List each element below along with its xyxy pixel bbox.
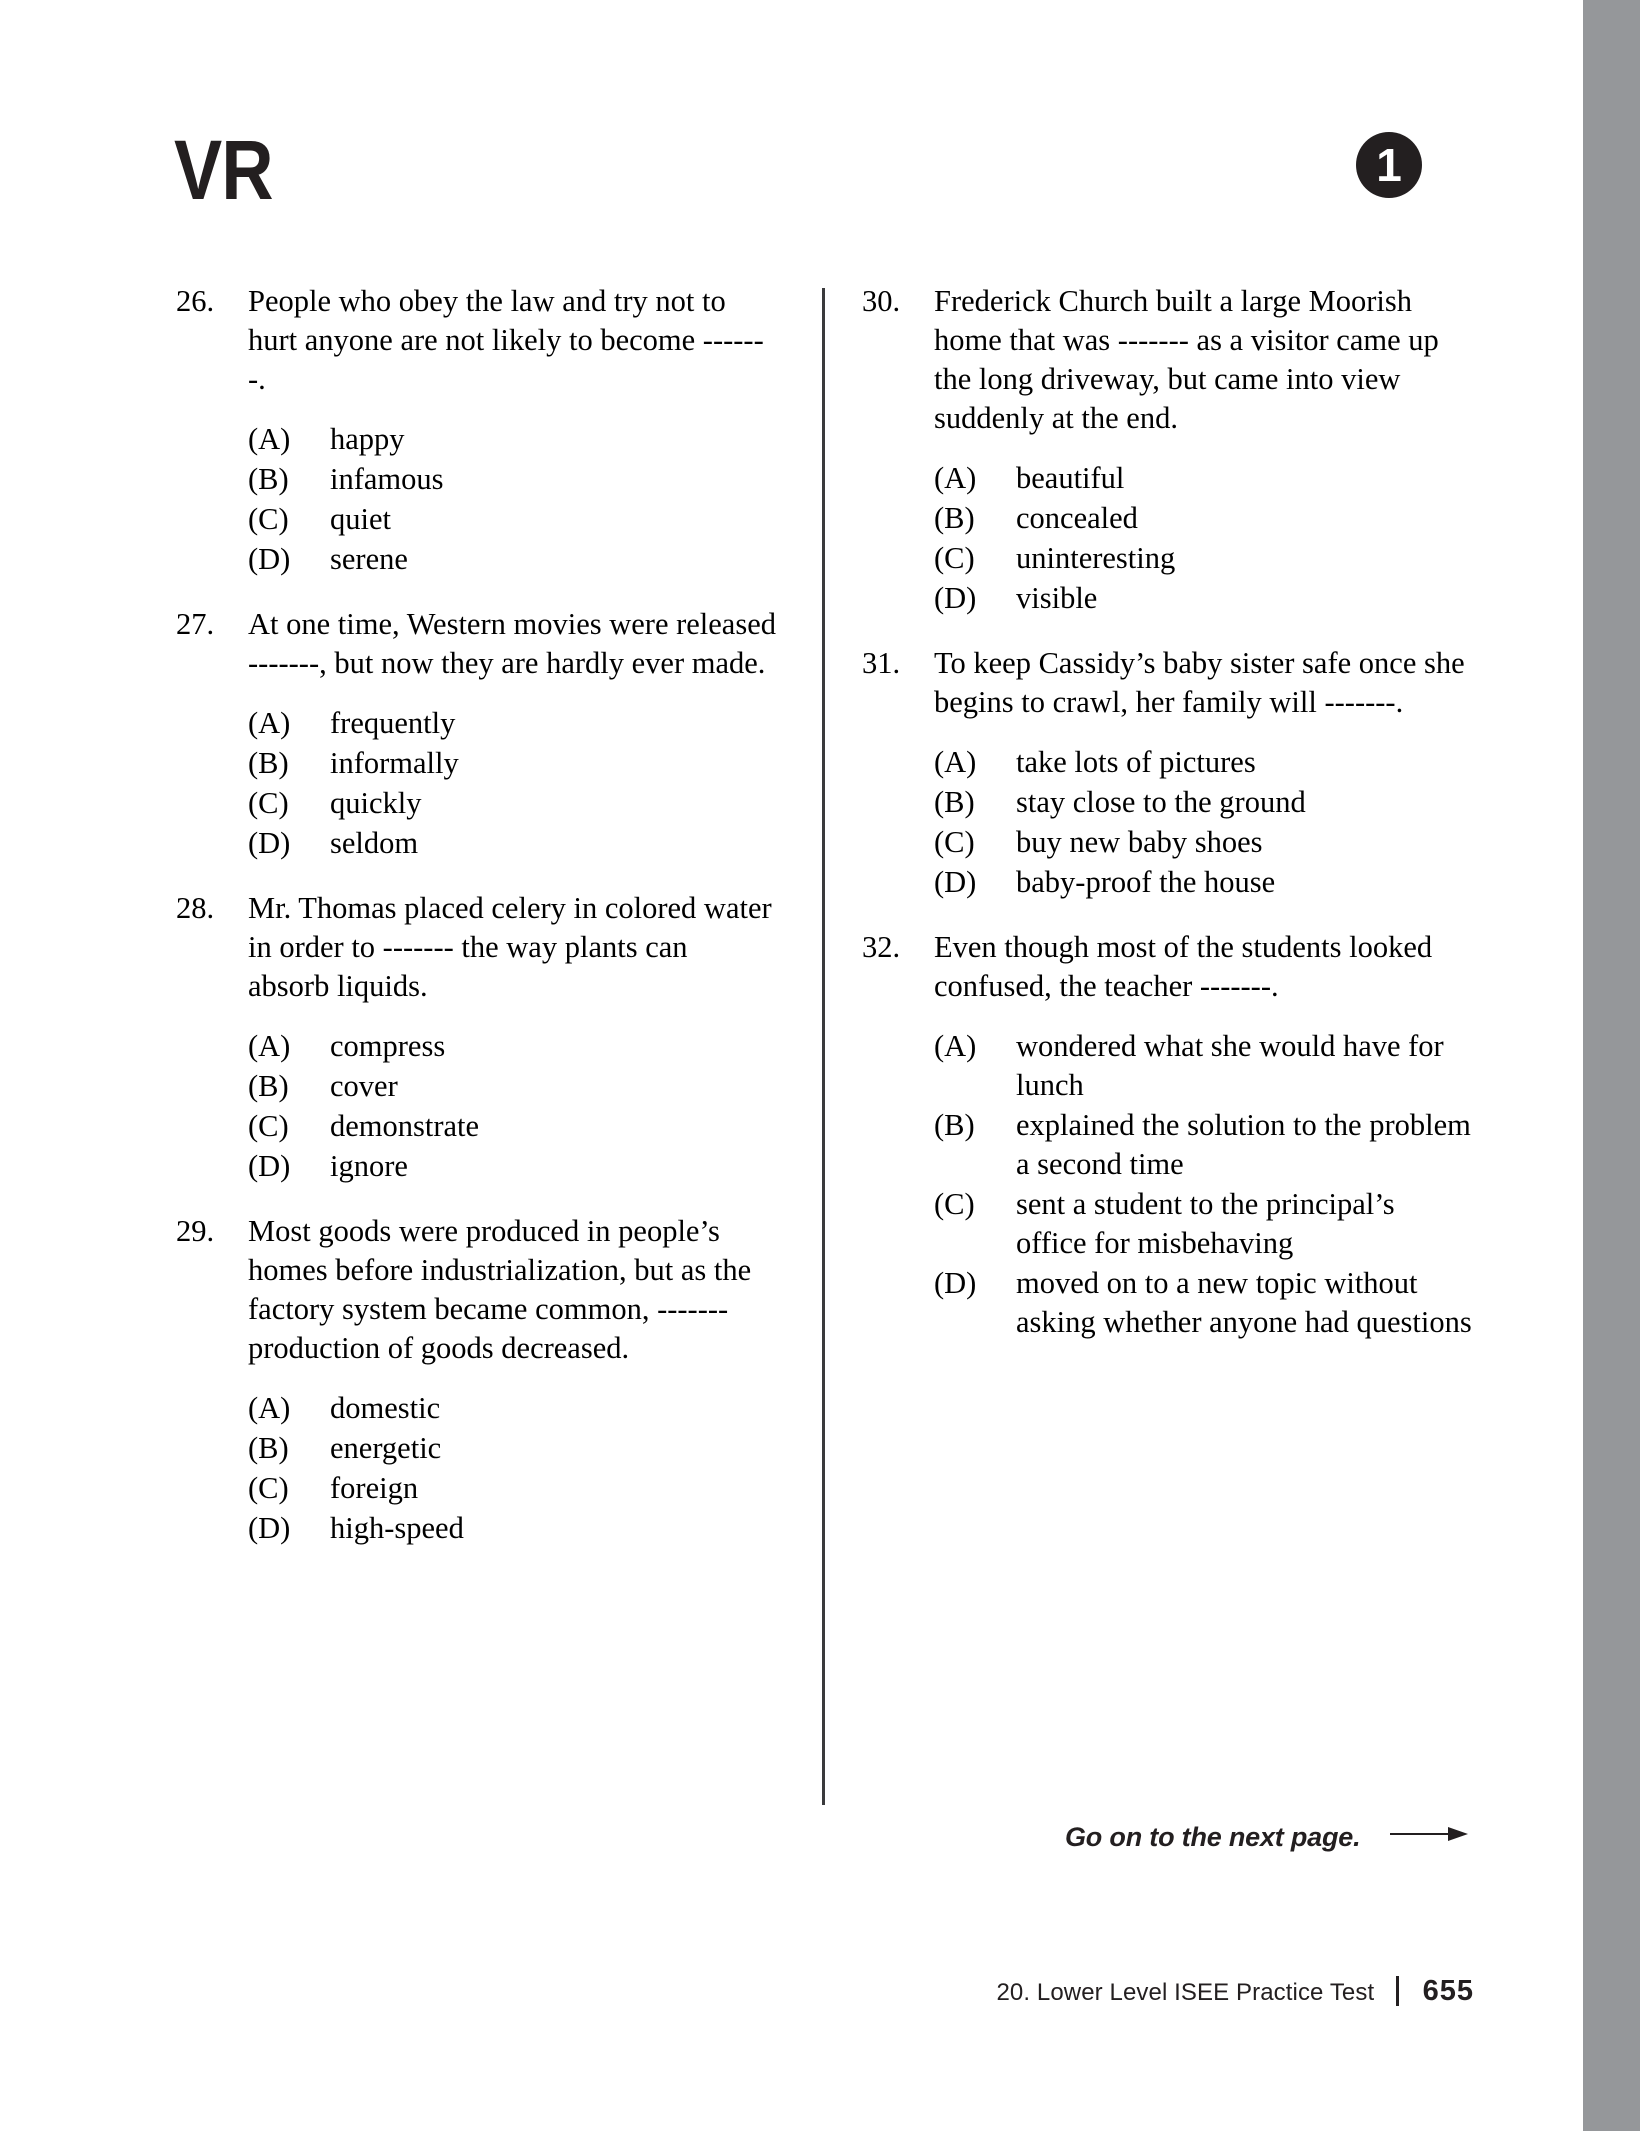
answer-option[interactable]	[934, 783, 1472, 822]
answer-option-letter: (A)	[248, 1391, 291, 1425]
question-item	[176, 1212, 776, 1548]
answer-option[interactable]	[248, 1107, 776, 1146]
answer-option-text: demonstrate	[330, 1109, 480, 1143]
answer-option-text: concealed	[1016, 501, 1138, 535]
page-title: VR	[174, 123, 273, 217]
question-item	[176, 889, 776, 1186]
right-edge-band	[1583, 0, 1640, 2131]
question-item	[176, 282, 776, 579]
answer-option[interactable]	[934, 1106, 1472, 1184]
answer-option-text: quickly	[330, 786, 422, 820]
answer-option-text: domestic	[330, 1391, 441, 1425]
answer-option-letter: (A)	[934, 1029, 977, 1063]
go-on-notice-label: Go on to the next page.	[1065, 1822, 1361, 1852]
answer-option[interactable]	[934, 1027, 1472, 1105]
answer-option[interactable]	[934, 1185, 1472, 1263]
column-divider	[822, 288, 825, 1805]
go-on-notice	[1065, 1822, 1468, 1854]
answer-option-letter: (C)	[248, 786, 289, 820]
answer-option[interactable]	[934, 579, 1472, 618]
answer-option-letter: (C)	[934, 1187, 975, 1221]
answer-option[interactable]	[248, 420, 776, 459]
question-item	[176, 605, 776, 863]
answer-option-letter: (B)	[934, 1108, 975, 1142]
question-number: 31.	[862, 646, 901, 680]
answer-option-text: take lots of pictures	[1016, 745, 1256, 779]
answer-option-letter: (D)	[934, 865, 977, 899]
answer-option-list	[248, 1389, 776, 1548]
answer-option[interactable]	[934, 459, 1472, 498]
question-stem: Frederick Church built a large Moorish home that was ------- as a visitor came up the long driveway, but came into view suddenly at the end.	[934, 284, 1439, 435]
question-number: 30.	[862, 284, 901, 318]
answer-option[interactable]	[248, 460, 776, 499]
question-number: 27.	[176, 607, 215, 641]
answer-option-letter: (B)	[934, 785, 975, 819]
question-number: 32.	[862, 930, 901, 964]
answer-option[interactable]	[248, 1469, 776, 1508]
footer-chapter-label: 20. Lower Level ISEE Practice Test	[996, 1979, 1375, 2006]
question-item	[862, 928, 1472, 1342]
answer-option[interactable]	[248, 744, 776, 783]
answer-option-letter: (B)	[248, 746, 289, 780]
answer-option-text: cover	[330, 1069, 398, 1103]
answer-option-text: happy	[330, 422, 405, 456]
answer-option-letter: (D)	[248, 1149, 291, 1183]
answer-option[interactable]	[248, 1389, 776, 1428]
answer-option-list	[248, 704, 776, 863]
answer-option-text: compress	[330, 1029, 446, 1063]
question-stem: At one time, Western movies were released -------, but now they are hardly ever made.	[248, 607, 777, 680]
answer-option-text: buy new baby shoes	[1016, 825, 1263, 859]
answer-option-list	[934, 459, 1472, 618]
answer-option[interactable]	[248, 704, 776, 743]
answer-option-letter: (D)	[248, 826, 291, 860]
answer-option-text: seldom	[330, 826, 419, 860]
footer-divider	[1396, 1976, 1399, 2006]
question-stem: Mr. Thomas placed celery in colored water in order to ------- the way plants can absorb liquids.	[248, 891, 772, 1003]
answer-option-text: informally	[330, 746, 459, 780]
answer-option[interactable]	[934, 499, 1472, 538]
answer-option-text: stay close to the ground	[1016, 785, 1306, 819]
answer-option[interactable]	[248, 1027, 776, 1066]
answer-option-text: visible	[1016, 581, 1098, 615]
question-stem: Even though most of the students looked confused, the teacher -------.	[934, 930, 1433, 1003]
answer-option-text: ignore	[330, 1149, 408, 1183]
answer-option-letter: (D)	[248, 542, 291, 576]
question-stem: People who obey the law and try not to hurt anyone are not likely to become -------.	[248, 284, 764, 396]
answer-option-text: energetic	[330, 1431, 442, 1465]
answer-option-text: serene	[330, 542, 408, 576]
answer-option-text: infamous	[330, 462, 444, 496]
answer-option[interactable]	[934, 823, 1472, 862]
answer-option-letter: (C)	[934, 825, 975, 859]
answer-option-text: sent a student to the principal’s office for misbehaving	[1016, 1187, 1395, 1260]
page-footer	[0, 1975, 1474, 2008]
answer-option-letter: (D)	[934, 581, 977, 615]
answer-option-letter: (D)	[248, 1511, 291, 1545]
answer-option-list	[934, 743, 1472, 902]
answer-option[interactable]	[248, 1147, 776, 1186]
answer-option-letter: (A)	[248, 706, 291, 740]
answer-option[interactable]	[934, 863, 1472, 902]
answer-option-letter: (A)	[248, 422, 291, 456]
answer-option[interactable]	[248, 1429, 776, 1468]
answer-option-text: quiet	[330, 502, 391, 536]
answer-option-letter: (A)	[934, 461, 977, 495]
answer-option-list	[248, 420, 776, 579]
answer-option-letter: (A)	[934, 745, 977, 779]
answer-option-text: beautiful	[1016, 461, 1125, 495]
answer-option-letter: (C)	[248, 1471, 289, 1505]
answer-option[interactable]	[248, 540, 776, 579]
section-number-badge: 1	[1356, 132, 1422, 198]
question-number: 28.	[176, 891, 215, 925]
answer-option-list	[248, 1027, 776, 1186]
answer-option[interactable]	[248, 824, 776, 863]
answer-option-text: foreign	[330, 1471, 419, 1505]
question-item	[862, 644, 1472, 902]
answer-option-text: moved on to a new topic without asking whether anyone had questions	[1016, 1266, 1472, 1339]
answer-option-text: baby-proof the house	[1016, 865, 1276, 899]
answer-option-letter: (C)	[248, 502, 289, 536]
answer-option-letter: (B)	[934, 501, 975, 535]
answer-option[interactable]	[248, 500, 776, 539]
answer-option-letter: (A)	[248, 1029, 291, 1063]
question-stem: To keep Cassidy’s baby sister safe once she begins to crawl, her family will -------.	[934, 646, 1465, 719]
question-number: 26.	[176, 284, 215, 318]
answer-option-letter: (B)	[248, 1431, 289, 1465]
answer-option-text: frequently	[330, 706, 456, 740]
answer-option-letter: (C)	[248, 1109, 289, 1143]
answer-option[interactable]	[934, 539, 1472, 578]
question-item	[862, 282, 1472, 618]
answer-option-letter: (B)	[248, 462, 289, 496]
question-column-left	[176, 282, 776, 1574]
answer-option-text: wondered what she would have for lunch	[1016, 1029, 1444, 1102]
answer-option[interactable]	[248, 784, 776, 823]
arrow-right-icon	[1390, 1820, 1468, 1851]
page-number: 655	[1422, 1975, 1474, 2007]
question-column-right	[862, 282, 1472, 1368]
answer-option[interactable]	[934, 743, 1472, 782]
answer-option-letter: (D)	[934, 1266, 977, 1300]
question-stem: Most goods were produced in people’s homes before industrialization, but as the factory system became common, ------- production of goods decreased.	[248, 1214, 752, 1365]
question-number: 29.	[176, 1214, 215, 1248]
answer-option-letter: (C)	[934, 541, 975, 575]
answer-option-text: high-speed	[330, 1511, 464, 1545]
answer-option-list	[934, 1027, 1472, 1342]
answer-option[interactable]	[934, 1264, 1472, 1342]
answer-option[interactable]	[248, 1509, 776, 1548]
answer-option[interactable]	[248, 1067, 776, 1106]
answer-option-text: explained the solution to the problem a second time	[1016, 1108, 1471, 1181]
answer-option-text: uninteresting	[1016, 541, 1176, 575]
answer-option-letter: (B)	[248, 1069, 289, 1103]
